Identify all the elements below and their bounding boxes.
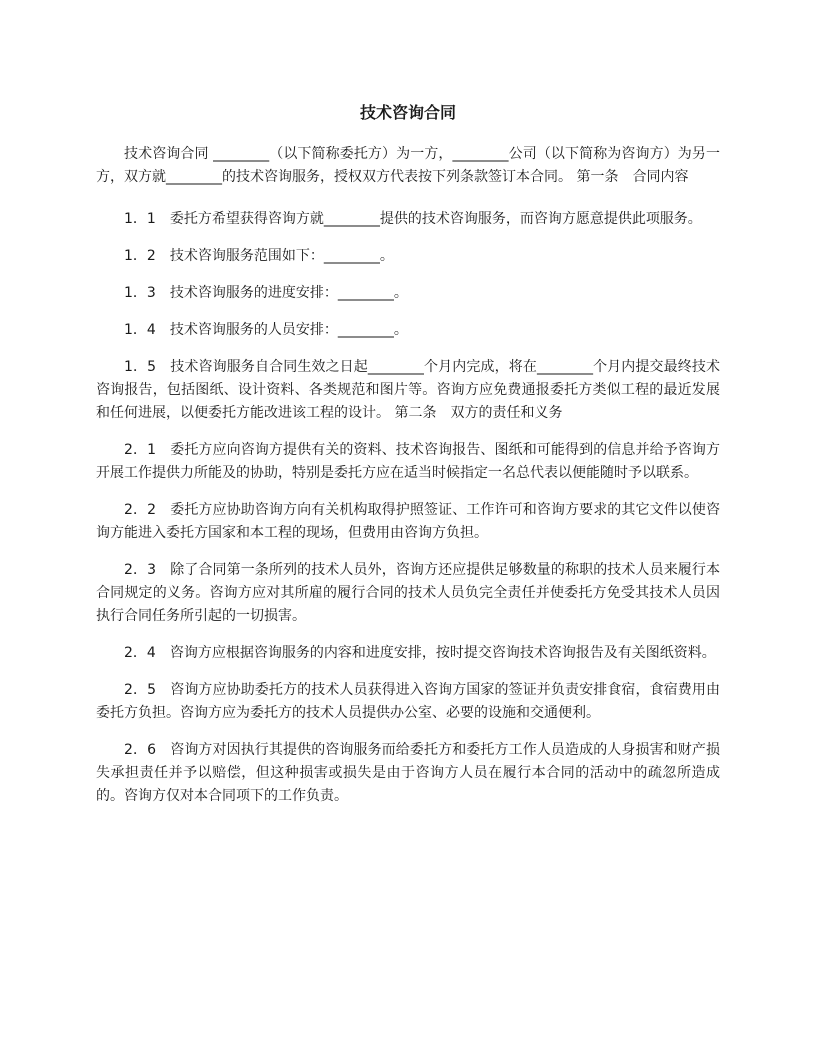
- paragraph-1-3: 1．3 技术咨询服务的进度安排：________。: [124, 285, 408, 301]
- document-body: [96, 143, 720, 822]
- paragraph-1-2: 1．2 技术咨询服务范围如下：________。: [124, 248, 394, 264]
- paragraph-2-2: 2．2 委托方应协助咨询方向有关机构取得护照签证、工作许可和咨询方要求的其它文件以使咨询方能进入委托方国家和本工程的现场，但费用由咨询方负担。: [96, 502, 720, 541]
- paragraph-2-3: 2．3 除了合同第一条所列的技术人员外，咨询方还应提供足够数量的称职的技术人员来履行本合同规定的义务。咨询方应对其所雇的履行合同的技术人员负完全责任并使委托方免受其技术人员因执行合同任务所引起的一切损害。: [96, 562, 720, 624]
- document-title: 技术咨询合同: [359, 103, 456, 122]
- paragraph-2-1: 2．1 委托方应向咨询方提供有关的资料、技术咨询报告、图纸和可能得到的信息并给予咨询方开展工作提供力所能及的协助，特别是委托方应在适当时候指定一名总代表以便能随时予以联系。: [96, 442, 720, 481]
- paragraph-2-4: 2．4 咨询方应根据咨询服务的内容和进度安排，按时提交咨询技术咨询报告及有关图纸资料。: [124, 645, 716, 661]
- paragraph-2-5: 2．5 咨询方应协助委托方的技术人员获得进入咨询方国家的签证并负责安排食宿，食宿费用由委托方负担。咨询方应为委托方的技术人员提供办公室、必要的设施和交通便利。: [96, 682, 720, 721]
- paragraph-1-5: 1．5 技术咨询服务自合同生效之日起________个月内完成，将在________个月内提交最终技术咨询报告，包括图纸、设计资料、各类规范和图片等。咨询方应免费通报委托方类似工程的最近发展和任何进展，以便委托方能改进该工程的设计。 第二条 双方的责任和义务: [96, 359, 720, 421]
- paragraph-1-1: 1．1 委托方希望获得咨询方就________提供的技术咨询服务，而咨询方愿意提供此项服务。: [124, 211, 702, 227]
- paragraph-1-4: 1．4 技术咨询服务的人员安排：________。: [124, 322, 408, 338]
- paragraph-intro: 技术咨询合同 ________（以下简称委托方）为一方，________公司（以下简称为咨询方）为另一方，双方就________的技术咨询服务，授权双方代表按下列条款签订本合同。 第一条 合同内容: [96, 146, 720, 185]
- paragraph-2-6: 2．6 咨询方对因执行其提供的咨询服务而给委托方和委托方工作人员造成的人身损害和财产损失承担责任并予以赔偿，但这种损害或损失是由于咨询方人员在履行本合同的活动中的疏忽所造成的。咨询方仅对本合同项下的工作负责。: [96, 742, 720, 804]
